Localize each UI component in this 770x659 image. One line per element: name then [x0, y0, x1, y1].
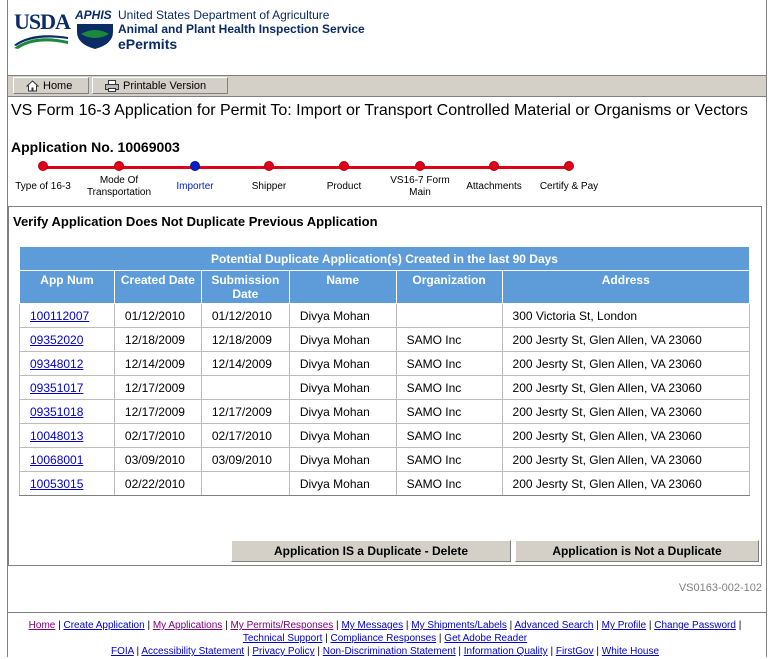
cell-address: 200 Jesrty St, Glen Allen, VA 23060	[502, 376, 749, 400]
table-row	[20, 424, 750, 448]
page-code: VS0163-002-102	[678, 582, 762, 594]
cell-app-num	[20, 424, 115, 448]
cell-address: 200 Jesrty St, Glen Allen, VA 23060	[502, 424, 749, 448]
footer-divider	[8, 612, 766, 613]
cell-app-num	[20, 376, 115, 400]
table-row	[20, 328, 750, 352]
footer-link-my-permits-responses[interactable]: My Permits/Responses	[230, 620, 334, 631]
footer-link-my-messages[interactable]: My Messages	[341, 620, 404, 631]
footer-separator: |	[403, 620, 412, 631]
cell-organization	[396, 304, 502, 328]
step-product-marker[interactable]	[339, 161, 349, 171]
footer-separator: |	[455, 646, 464, 657]
step-mode-of-transportation-marker[interactable]	[114, 161, 124, 171]
cell-app-num	[20, 400, 115, 424]
cell-submission-date: 12/18/2009	[201, 328, 289, 352]
footer-link-advanced-search[interactable]: Advanced Search	[514, 620, 594, 631]
step-importer-label[interactable]: Importer	[176, 181, 214, 192]
column-header-address: Address	[502, 271, 749, 304]
footer-separator: |	[593, 620, 602, 631]
cell-name: Divya Mohan	[289, 400, 396, 424]
footer-separator: |	[322, 633, 331, 644]
aphis-logo[interactable]	[75, 8, 115, 50]
footer-separator: |	[133, 646, 142, 657]
aphis-logo-text: APHIS	[75, 8, 112, 22]
cell-created-date: 02/17/2010	[114, 424, 201, 448]
cell-name: Divya Mohan	[289, 328, 396, 352]
table-row	[20, 304, 750, 328]
progress-steps	[10, 160, 630, 204]
usda-logo[interactable]	[12, 7, 68, 49]
step-shipper-label[interactable]: Shipper	[251, 181, 287, 192]
department-name: United States Department of Agriculture	[118, 8, 330, 22]
cell-organization: SAMO Inc	[396, 448, 502, 472]
footer-link-my-profile[interactable]: My Profile	[601, 620, 647, 631]
footer-separator: |	[244, 646, 253, 657]
footer-separator: |	[222, 620, 231, 631]
cell-organization: SAMO Inc	[396, 328, 502, 352]
cell-name: Divya Mohan	[289, 352, 396, 376]
cell-name: Divya Mohan	[289, 472, 396, 496]
step-type-of-16-3-marker[interactable]	[38, 161, 48, 171]
cell-name: Divya Mohan	[289, 304, 396, 328]
cell-created-date: 01/12/2010	[114, 304, 201, 328]
cell-name: Divya Mohan	[289, 448, 396, 472]
table-row	[20, 400, 750, 424]
usda-swoosh-icon	[14, 35, 68, 49]
cell-submission-date: 01/12/2010	[201, 304, 289, 328]
cell-created-date: 02/22/2010	[114, 472, 201, 496]
application-number-link[interactable]: 09351018	[30, 404, 84, 419]
cell-organization: SAMO Inc	[396, 472, 502, 496]
cell-created-date: 12/14/2009	[114, 352, 201, 376]
cell-organization: SAMO Inc	[396, 376, 502, 400]
column-header-submission-date: Submission Date	[201, 271, 289, 304]
step-type-of-16-3-label[interactable]: Type of 16-3	[15, 181, 71, 192]
footer-link-foia[interactable]: FOIA	[110, 646, 134, 657]
service-name: Animal and Plant Health Inspection Service	[118, 22, 365, 36]
footer-separator: |	[593, 646, 602, 657]
footer-link-home[interactable]: Home	[28, 620, 56, 631]
cell-app-num	[20, 304, 115, 328]
footer-separator: |	[55, 620, 64, 631]
cell-name: Divya Mohan	[289, 376, 396, 400]
step-certify-pay-marker[interactable]	[564, 161, 574, 171]
cell-submission-date: 02/17/2010	[201, 424, 289, 448]
footer-link-white-house[interactable]: White House	[601, 646, 660, 657]
cell-submission-date: 12/17/2009	[201, 400, 289, 424]
application-number-link[interactable]: 09352020	[30, 332, 84, 347]
toolbar	[8, 75, 766, 97]
step-attachments-marker[interactable]	[489, 161, 499, 171]
duplicate-applications-table	[19, 246, 750, 496]
step-attachments-label[interactable]: Attachments	[466, 181, 522, 192]
cell-name: Divya Mohan	[289, 424, 396, 448]
footer	[20, 619, 750, 658]
cell-app-num	[20, 472, 115, 496]
cell-app-num	[20, 448, 115, 472]
cell-created-date: 03/09/2010	[114, 448, 201, 472]
step-importer-marker[interactable]	[190, 161, 200, 171]
not-duplicate-button[interactable]: Application is Not a Duplicate	[515, 540, 759, 562]
table-row	[20, 376, 750, 400]
cell-organization: SAMO Inc	[396, 400, 502, 424]
footer-separator: |	[144, 620, 153, 631]
cell-address: 200 Jesrty St, Glen Allen, VA 23060	[502, 352, 749, 376]
delete-duplicate-button[interactable]: Application IS a Duplicate - Delete	[231, 540, 511, 562]
footer-link-information-quality[interactable]: Information Quality	[463, 646, 548, 657]
application-number-link[interactable]: 100112007	[30, 308, 90, 323]
aphis-shield-icon	[75, 22, 115, 50]
footer-link-my-shipments-labels[interactable]: My Shipments/Labels	[411, 620, 507, 631]
step-mode-of-transportation-label[interactable]: Mode Of Transportation	[86, 175, 152, 198]
column-header-app-num: App Num	[20, 271, 115, 304]
printable-version-label: Printable Version	[123, 79, 207, 92]
footer-separator: |	[506, 620, 515, 631]
step-vs16-7-form-main-marker[interactable]	[415, 161, 425, 171]
application-number-link[interactable]: 10048013	[30, 428, 84, 443]
application-number: Application No. 10069003	[11, 139, 180, 155]
table-row	[20, 352, 750, 376]
table-row	[20, 448, 750, 472]
cell-organization: SAMO Inc	[396, 424, 502, 448]
site-header	[10, 5, 510, 53]
footer-separator: |	[735, 620, 742, 631]
cell-address: 300 Victoria St, London	[502, 304, 749, 328]
step-product-label[interactable]: Product	[326, 181, 362, 192]
application-number-link[interactable]: 10053015	[30, 476, 84, 491]
footer-link-change-password[interactable]: Change Password	[654, 620, 736, 631]
printable-version-button[interactable]	[92, 77, 228, 94]
cell-submission-date: 12/14/2009	[201, 352, 289, 376]
footer-links-secondary	[20, 645, 750, 658]
cell-submission-date: 03/09/2010	[201, 448, 289, 472]
cell-address: 200 Jesrty St, Glen Allen, VA 23060	[502, 448, 749, 472]
cell-address: 200 Jesrty St, Glen Allen, VA 23060	[502, 472, 749, 496]
cell-app-num	[20, 328, 115, 352]
step-vs16-7-form-main-label[interactable]: VS16-7 Form Main	[390, 175, 450, 198]
column-header-organization: Organization	[396, 271, 502, 304]
table-caption: Potential Duplicate Application(s) Created in the last 90 Days	[20, 247, 750, 271]
app-name: ePermits	[118, 36, 178, 52]
usda-logo-text: USDA	[14, 9, 70, 34]
footer-link-non-discrimination-statement[interactable]: Non-Discrimination Statement	[322, 646, 456, 657]
cell-created-date: 12/17/2009	[114, 376, 201, 400]
application-number-link[interactable]: 09351017	[30, 380, 84, 395]
footer-separator: |	[333, 620, 342, 631]
column-header-created-date: Created Date	[114, 271, 201, 304]
footer-separator: |	[314, 646, 323, 657]
cell-address: 200 Jesrty St, Glen Allen, VA 23060	[502, 400, 749, 424]
footer-link-compliance-responses[interactable]: Compliance Responses	[330, 633, 437, 644]
column-header-name: Name	[289, 271, 396, 304]
cell-created-date: 12/17/2009	[114, 400, 201, 424]
table-header-row	[20, 271, 750, 304]
footer-links-primary	[20, 619, 750, 645]
cell-submission-date	[201, 472, 289, 496]
footer-separator: |	[547, 646, 556, 657]
home-icon	[26, 80, 39, 92]
footer-separator: |	[646, 620, 655, 631]
home-button[interactable]	[13, 77, 89, 94]
footer-separator: |	[436, 633, 445, 644]
footer-link-firstgov[interactable]: FirstGov	[555, 646, 594, 657]
printer-icon	[105, 80, 119, 92]
table-row	[20, 472, 750, 496]
footer-link-privacy-policy[interactable]: Privacy Policy	[252, 646, 315, 657]
footer-link-get-adobe-reader[interactable]: Get Adobe Reader	[444, 633, 528, 644]
cell-organization: SAMO Inc	[396, 352, 502, 376]
page-title: VS Form 16-3 Application for Permit To: Import or Transport Controlled Material or Organisms or Vectors	[11, 102, 748, 119]
footer-link-accessibility-statement[interactable]: Accessibility Statement	[141, 646, 245, 657]
application-number-link[interactable]: 09348012	[30, 356, 84, 371]
panel-heading: Verify Application Does Not Duplicate Previous Application	[13, 214, 378, 229]
step-certify-pay-label[interactable]: Certify & Pay	[539, 181, 599, 192]
cell-created-date: 12/18/2009	[114, 328, 201, 352]
application-number-link[interactable]: 10068001	[30, 452, 84, 467]
home-label: Home	[43, 79, 73, 92]
footer-link-create-application[interactable]: Create Application	[63, 620, 145, 631]
cell-address: 200 Jesrty St, Glen Allen, VA 23060	[502, 328, 749, 352]
footer-link-my-applications[interactable]: My Applications	[152, 620, 223, 631]
cell-app-num	[20, 352, 115, 376]
duplicate-check-panel	[8, 206, 762, 566]
footer-link-technical-support[interactable]: Technical Support	[242, 633, 323, 644]
step-shipper-marker[interactable]	[264, 161, 274, 171]
cell-submission-date	[201, 376, 289, 400]
